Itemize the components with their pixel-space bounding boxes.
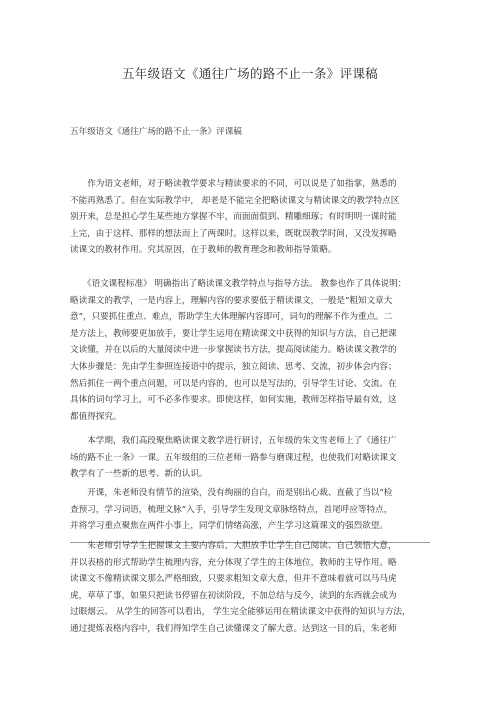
text-line: 读课文不像精读课文那么严格细致，只要求粗知文章大意，但并不意味着就可以马马虎 — [70, 574, 397, 585]
text-line: 然后抓住一两个重点问题，可以是内容的，也可以是写法的，引导学生讨论、交流。在 — [70, 378, 397, 389]
text-line: 作为语文老师，对于略读教学要求与精读要求的不同，可以说是了如指掌，熟悉的 — [70, 179, 397, 189]
paragraph-3 — [70, 433, 430, 483]
text-line: 查预习，学习词语，梳理文脉”入手，引导学生发现文章脉络特点，首尾呼应等特点， — [70, 504, 393, 515]
text-line: 开课，朱老师没有情节的渲染，没有绚丽的自白，而是别出心裁、直截了当以“检 — [70, 488, 393, 498]
text-line: 别开来，总是担心学生某些地方掌握不牢，而面面俱到、精雕细琢；有时明明一课时能 — [70, 212, 397, 223]
paragraph-1 — [70, 176, 430, 259]
text-line: 通过提炼表格内容中，我们得知学生自己读懂课文了解大意。达到这一目的后，朱老师 — [70, 623, 397, 634]
paragraph-4 — [70, 485, 430, 535]
document-title: 五年级语文《通往广场的路不止一条》评课稿 — [121, 66, 378, 81]
text-line: 教学有了一些新的思考、新的认识。 — [70, 469, 208, 480]
text-line: 过眼烟云。 从学生的回答可以看出， 学生完全能够运用在精读课文中获得的知识与方法， — [70, 607, 411, 618]
text-line: 朱老师引导学生把握课文主要内容后，大胆放手让学生自己阅读、自己领悟大意， — [70, 541, 397, 551]
text-line: 上完，由于这样、那样的想法而上了两课时。这样以来，既耽误教学时间，又没发挥略 — [70, 228, 397, 239]
text-line: 略读课文的教学，一是内容上，理解内容的要求要低于精读课文，一般是“粗知文章大 — [70, 295, 393, 306]
text-line: 大体步骤是：先由学生参照连接语中的提示，独立阅读、思考、交流，初步体会内容； — [70, 361, 397, 372]
text-line: 《语文课程标准》 明确指出了略读课文教学特点与指导方法。 教参也作了具体说明： — [70, 279, 407, 289]
text-line: 读课文的教材作用。究其原因，在于教师的教育理念和教师指导策略。 — [70, 245, 337, 256]
paragraph-2 — [70, 276, 430, 425]
text-line: 意”，只要抓住重点、难点，帮助学生大体理解内容即可，词句的理解不作为重点。二 — [70, 312, 393, 323]
text-line: 都值得探究。 — [70, 411, 122, 422]
paragraph-5 — [70, 538, 430, 638]
text-line: 并以表格的形式帮助学生梳理内容，充分体现了学生的主体地位，教师的主导作用。略 — [70, 557, 397, 568]
document-subtitle: 五年级语文《通往广场的路不止一条》评课稿 — [70, 127, 242, 137]
text-line: 场的路不止一条》一课。五年级组的三位老师一路参与磨课过程，也使我们对略读课文 — [70, 452, 397, 463]
text-line: 本学期，我们高段聚焦略读课文教学进行研讨，五年级的朱文雪老师上了《通往广 — [70, 436, 397, 446]
text-line: 具体的词句学习上，可不必多作要求。即使这样，如何实施，教师怎样指导最有效，这 — [70, 395, 397, 406]
text-line: 是方法上，教师要更加放手，要让学生运用在精读课文中获得的知识与方法，自己把课 — [70, 328, 397, 339]
text-line: 文读懂，并在以后的大量阅读中进一步掌握读书方法，提高阅读能力。略读课文教学的 — [70, 345, 397, 356]
text-line: 并将学习重点聚焦在两件小事上，同学们情绪高涨，产生学习这篇课文的强烈欲望。 — [70, 521, 388, 532]
text-line: 虎，草草了事，如果只把读书停留在初读阶段，不加总结与反今，读到的东西就会成为 — [70, 590, 397, 601]
text-line: 不能再熟悉了。但在实际教学中， 却老是不能完全把略读课文与精读课文的教学特点区 — [70, 195, 400, 206]
